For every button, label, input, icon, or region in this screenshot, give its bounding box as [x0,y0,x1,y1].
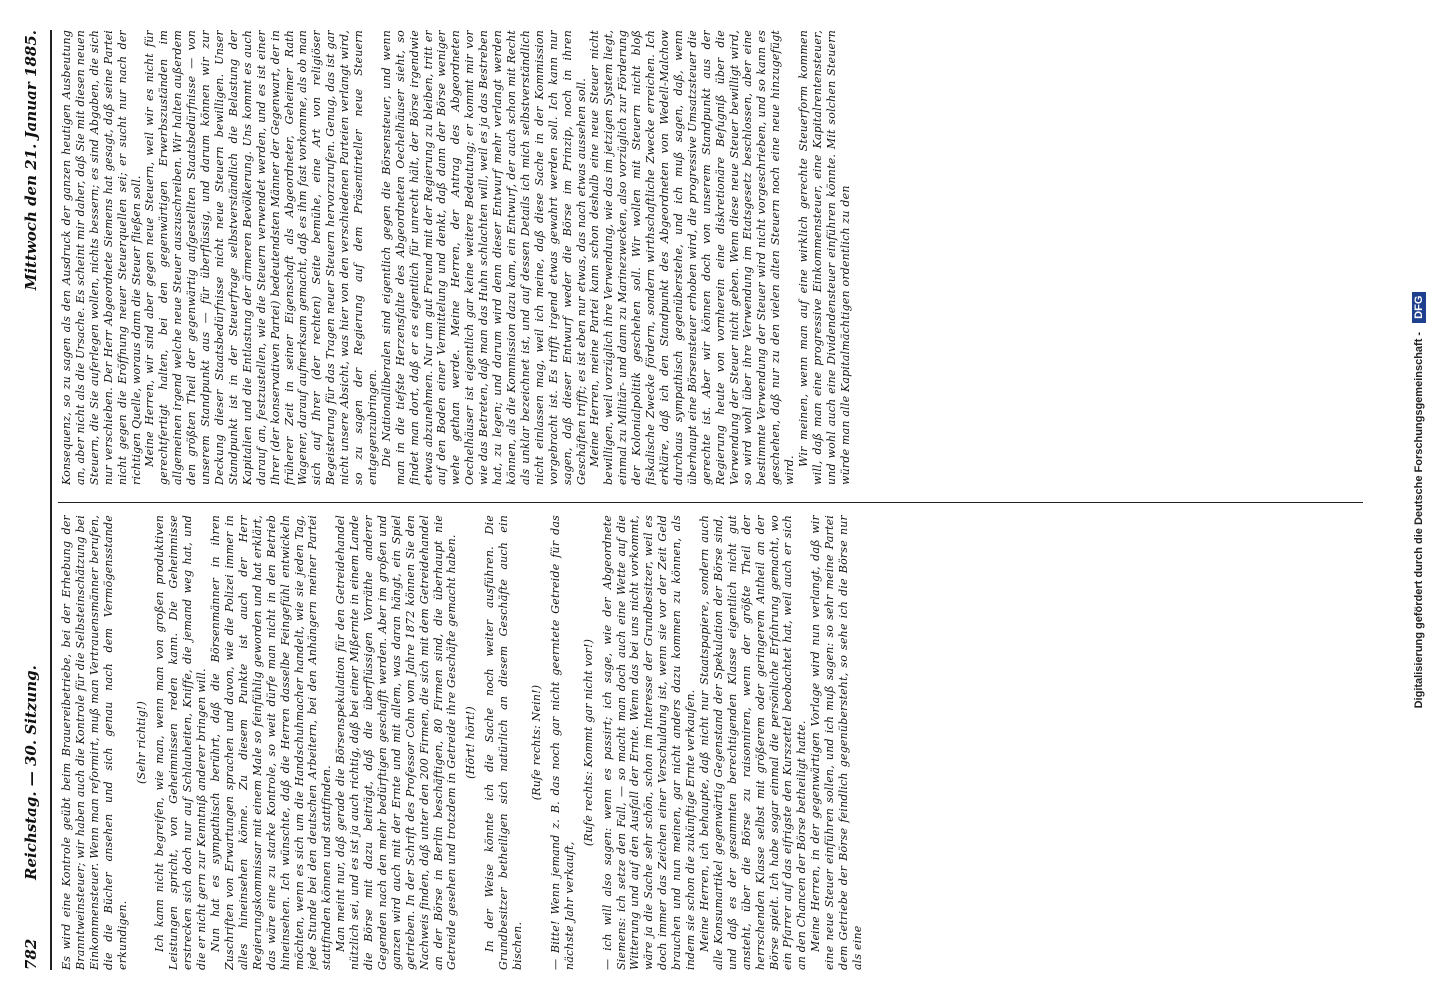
paragraph: — Bitte! Wenn jemand z. B. das noch gar nicht geerntete Getreide für das nächste Jahr verkauft, [548,515,576,970]
header-session-title: Reichstag. — 30. Sitzung. [22,665,40,880]
paragraph: Wir meinen, wenn man auf eine wirklich gerechte Steuerform kommen will, daß man eine progressive Einkommensteuer, eine Kapitalrentensteuer, und wohl auch eine Dividendensteuer einführen könnte. Mit solchen Steuern würde man alle Kapitalmächtigen ordentlich zu den [797,30,852,485]
text-column-right [60,30,1360,485]
header-date: Mittwoch den 21. Januar 1885. [22,30,40,291]
interjection: (Rufe rechts: Kommt gar nicht vor!) [581,638,595,847]
paragraph: Meine Herren, ich behaupte, daß nicht nur Staatspapiere, sondern auch alle Konsumartikel gegenwärtig Gegenstand der Spekulation der Börse sind, und daß es der gesammten berechtigenden Klasse eigentlich nicht gut ansteht, über die Börse zu raisonniren, wenn der größte Theil der herrschenden Klasse selbst mit größerem oder geringerem Antheil an der Börse spielt. Ich habe sogar einmal die persönliche Erfahrung gemacht, wo ein Pfarrer auf das eifrigste den Kurszettel beobachtet hat, weil auch er sich an den Chancen der Börse betheiligt hatte. [697,515,809,970]
text-column-left [60,515,1360,970]
header-rule [50,30,52,970]
paragraph: Ich kann nicht begreifen, wie man, wenn man von großen produktiven Leistungen spricht, von Geheimnissen reden kann. Die Geheimnisse erstrecken sich doch nur auf Schlauheiten, Kniffe, die jemand weg hat, und die er nicht gern zur Kenntniß anderer bringen will. [153,515,209,970]
paragraph: Meine Herren, wir sind aber gegen neue Steuern, weil wir es nicht für gerechtfertigt halten, bei den gegenwärtigen Erwerbszuständen im allgemeinen irgend welche neue Steuer auszuschreiben. Wir halten außerdem den größten Theil der gegenwärtig aufgestellten Staatsbedürfnisse — von unserem Standpunkt aus — für überflüssig, und darum können wir zur Deckung dieser Staatsbedürfnisse nicht neue Steuern bewilligen. Unser Standpunkt ist in der Steuerfrage selbstverständlich die Belastung der Kapitalien und die Entlastung der ärmeren Bevölkerung. Uns kommt es auch darauf an, festzustellen, wie die Steuern verwendet werden, und es ist einer Ihrer (der konservativen Partei) bedeutendsten Männer der Gegenwart, der in früherer Zeit in seiner Eigenschaft als Abgeordneter, Geheimer Rath Wagener, darauf aufmerksam gemacht, daß es ihm fast vorkomme, als ob man sich auf Ihrer (der rechten) Seite bemühe, eine Art von religiöser Begeisterung für das Tragen neuer Steuern hervorzurufen. Genug, das ist gar nicht unsere Absicht, was hier von den verschiedenen Parteien verlangt wird, so zu sagen der Regierung auf dem Präsentirteller neue Steuern entgegenzubringen. [143,30,379,485]
interjection: (Hört! hört!) [464,706,478,779]
dfg-logo: DFG [1412,292,1426,323]
page-number: 782 [22,938,40,970]
paragraph: Konsequenz, so zu sagen als den Ausdruck der ganzen heutigen Ausbeutung an, aber nicht als die Ursache. Es scheint mir daher, daß Sie mit diesen neuen Steuern, die Sie auferlegen wollen, nichts bessern; es sind Abgaben, die sich nur verschieben. Der Herr Abgeordnete Siemens hat gesagt, daß seine Partei nicht gegen die Eröffnung neuer Steuerquellen sei; er sucht nur nach der richtigen Quelle, woraus dann die Steuer fließen soll. [60,30,143,485]
paragraph: Man meint nur, daß gerade die Börsenspekulation für den Getreidehandel nützlich sei, und es ist ja auch richtig, daß bei einer Mißernte in einem Lande die Börse mit dazu beiträgt, daß die überflüssigen Vorräthe anderer Gegenden nach den mehr bedürftigen geschafft werden. Aber im großen und ganzen wird auch mit der Ernte und mit allem, was daran hängt, ein Spiel getrieben. In der Schrift des Professor Cohn vom Jahre 1872 können Sie den Nachweis finden, daß unter den 200 Firmen, die sich mit dem Getreidehandel an der Börse in Berlin beschäftigen, 80 Firmen sind, die überhaupt nie Getreide gesehen und trotzdem in Getreide ihre Geschäfte gemacht haben. [334,515,459,970]
column-divider [58,502,1363,503]
paragraph: Es wird eine Kontrole geübt beim Brauereibetriebe, bei der Erhebung der Branntweinsteuer; wir haben auch die Kontrole für die Selbsteinschätzung bei Einkommensteuer. Wenn man reformirt, muß man Vertrauensmänner berufen, die die Bücher ansehen und sich genau nach dem Vermögensstande erkundigen. [60,515,129,970]
interjection: (Rufe rechts: Nein!) [530,684,543,801]
digitization-credit-text [1408,0,1430,1000]
running-header [22,30,48,970]
paragraph: Die Nationalliberalen sind eigentlich gegen die Börsensteuer, und wenn man in die tiefste Herzensfalte des Abgeordneten Oechelhäuser sieht, so findet man dort, daß er es eigentlich für unrecht hält, der Börse irgendwie etwas abzunehmen. Nur um gut Freund mit der Regierung zu bleiben, tritt er auf den Boden einer Vermittelung und denkt, daß dann der Börse weniger wehe gethan werde. Meine Herren, der Antrag des Abgeordneten Oechelhäuser ist eigentlich gar keine weitere Bedeutung; er kommt mir vor wie das Betreten, daß man das Huhn schlachten will, weil es ja das Bestreben hat, zu legen; und darum wird denn dieser Entwurf mehr verlangt werden können, als die Kommission dazu kam, ein Entwurf, der auch schon mit Recht als unklar bezeichnet ist, und auf dessen Details ich mich selbstverständlich nicht einlassen mag, weil ich meine, daß diese Sache in der Kommission vorgebracht ist. Es trifft irgend etwas gewahrt werden soll. Ich kann nur sagen, daß dieser Entwurf weder die Börse im Prinzip, noch in ihren Geschäften trifft; es ist eben nur etwas, das nach etwas aussehen soll. [379,30,588,485]
credit-label: Digitalisierung gefördert durch die Deutsche Forschungsgemeinschaft - [1413,331,1425,709]
interjection: (Sehr richtig!) [134,701,148,784]
paragraph: — ich will also sagen: wenn es passirt; ich sage, wie der Abgeordnete Siemens: ich setze den Fall, — so macht man doch auch eine Wette auf die Witterung und auf den Ausfall der Ernte. Wenn das bei uns nicht vorkommt, wäre ja die Sache sehr schön, schon im Interesse der Grundbesitzer, weil es doch immer das Zeichen einer Verschuldung ist, wenn sie vor der Zeit Geld brauchen und nun meinen, gar nicht anders dazu kommen zu können, als indem sie schon die zukünftige Ernte verkaufen. [600,515,698,970]
paragraph: Meine Herren, in der gegenwärtigen Vorlage wird nun verlangt, daß wir eine neue Steuer einführen sollen, und ich muß sagen: so sehr meine Partei dem Getriebe der Börse feindlich gegenübersteht, so sehe ich die Börse nur als eine [809,515,864,970]
paragraph: Nun hat es sympathisch berührt, daß die Börsenmänner in ihren Zuschriften von Erwartungen sprachen und davon, wie die Polizei immer in alles hineinsehen könne. Zu diesem Punkte ist auch der Herr Regierungskommissar mit einem Male so feinfühlig geworden und hat erklärt, das wäre eine zu starke Kontrole, so weit dürfe man nicht in den Betrieb hineinsehen. Ich wünschte, daß die Herren dasselbe Feingefühl entwickeln möchten, wenn es sich um die Handschuhmacher handelt, wie sie jeden Tag, jede Stunde bei den deutschen Arbeitern, bei den Anhängern meiner Partei stattfinden können und stattfinden. [209,515,334,970]
digitization-credit [1408,0,1432,1000]
paragraph: In der Weise könnte ich die Sache noch weiter ausführen. Die Grundbesitzer betheiligen sich natürlich an diesem Geschäfte auch ein bischen. [483,515,525,970]
paragraph: Meine Herren, meine Partei kann schon deshalb eine neue Steuer nicht bewilligen, weil vorzüglich ihre Verwendung, wie das im jetzigen System liegt, einmal zu Militär- und dann zu Marinezwecken, also vorzüglich zur Förderung der Kolonialpolitik geschehen soll. Wir wollen mit Steuern nicht bloß fiskalische Zwecke fördern, sondern wirthschaftliche Zwecke erreichen. Ich erkläre, daß ich den Standpunkt des Abgeordneten von Wedell-Malchow durchaus sympathisch gegenüberstehe, und ich muß sagen, daß, wenn überhaupt eine Börsensteuer erhoben wird, die progressive Umsatzsteuer die gerechte ist. Aber wir können doch von unserem Standpunkt aus der Regierung heute von vornherein eine diskretionäre Befugniß über die Verwendung der Steuer nicht geben. Wenn diese neue Steuer bewilligt wird, so wird wohl über ihre Verwendung im Etatsgesetz beschlossen, aber eine bestimmte Verwendung der Steuer wird nicht vorgeschrieben, und so kann es geschehen, daß nur zu den vielen alten Steuern noch eine neue hinzugefügt wird. [588,30,797,485]
